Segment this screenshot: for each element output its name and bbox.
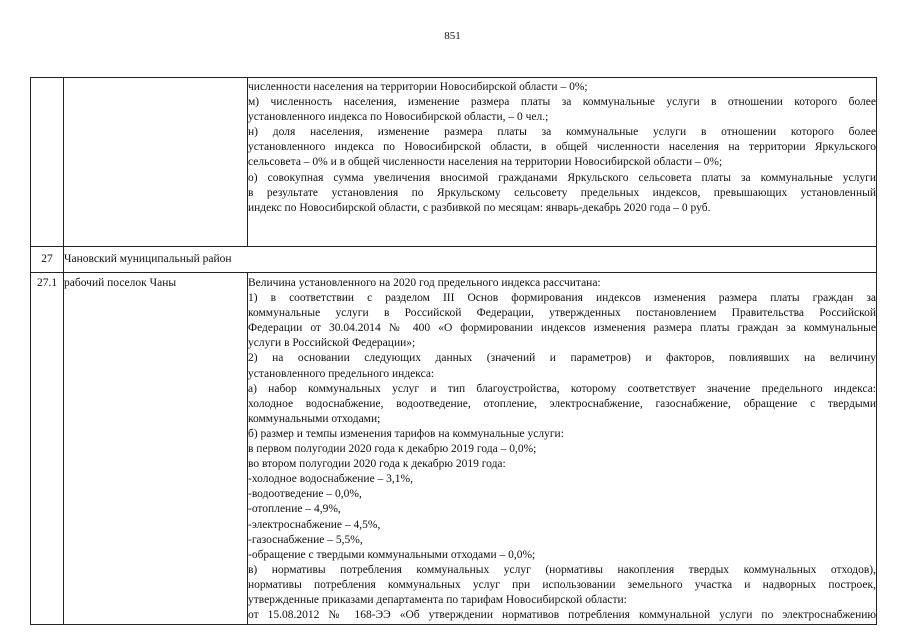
table-row-continuation: [31, 78, 877, 247]
text-line: -отопление – 4,9%,: [248, 503, 341, 516]
text-line: б) размер и темпы изменения тарифов на коммунальные услуги:: [248, 427, 564, 440]
text-line: установленного индекса по Новосибирской области, – 0 чел.;: [248, 111, 549, 124]
text-line: 2) на основании следующих данных (значений и параметров) и факторов, повлиявших на величину: [248, 352, 876, 365]
text-line: услуги в Российской Федерации»;: [248, 337, 416, 350]
text-line: Величина установленного на 2020 год предельного индекса рассчитана:: [248, 277, 601, 289]
text-line: а) набор коммунальных услуг и тип благоустройства, которому соответствует значение предельного индекса:: [248, 382, 876, 395]
text-line: установленного предельного индекса:: [248, 367, 435, 380]
text-line: -водоотведение – 0,0%,: [248, 488, 362, 501]
subsection-text-lines: [248, 276, 876, 623]
text-line: о) совокупная сумма увеличения вносимой гражданами Яркульского сельсовета платы за коммунальные услуги: [248, 171, 876, 184]
subsection-name-cell: рабочий поселок Чаны: [64, 273, 248, 625]
text-line: нормативы потребления коммунальных услуг при использовании земельного участка и надворных построек,: [248, 578, 876, 591]
row-text-cell: [248, 78, 877, 247]
text-line: -обращение с твердыми коммунальными отходами – 0,0%;: [248, 548, 536, 561]
row-text-lines: [248, 80, 876, 216]
text-line: от 15.08.2012 № 168-ЭЭ «Об утверждении нормативов потребления коммунальной услуги по электроснабжению: [248, 609, 876, 622]
row-name-cell: [64, 78, 248, 247]
table-row-section: [31, 247, 877, 273]
text-line: коммунальные услуги в Российской Федерации, утвержденных постановлением Правительства Российской: [248, 307, 876, 320]
text-line: -холодное водоснабжение – 3,1%,: [248, 473, 413, 486]
text-line: -электроснабжение – 4,5%,: [248, 518, 381, 531]
text-line: численности населения на территории Новосибирской области – 0%;: [248, 81, 588, 93]
text-line: утвержденные приказами департамента по тарифам Новосибирской области:: [248, 593, 627, 606]
text-line: индекс по Новосибирской области, с разбивкой по месяцам: январь-декабрь 2020 года – 0 руб.: [248, 201, 711, 214]
text-line: м) численность населения, изменение размера платы за коммунальные услуги в отношении которого более: [248, 96, 876, 109]
table-row-subsection: [31, 273, 877, 625]
text-line: Федерации от 30.04.2014 № 400 «О формировании индексов изменения размера платы граждан за коммунальные: [248, 322, 876, 335]
text-line: коммунальными отходами;: [248, 412, 381, 425]
text-line: в) нормативы потребления коммунальных услуг (нормативы накопления твердых коммунальных отходов),: [248, 563, 876, 576]
section-name-cell: Чановский муниципальный район: [64, 247, 877, 273]
text-line: холодное водоснабжение, водоотведение, отопление, электроснабжение, газоснабжение, обращение с твердыми: [248, 397, 876, 410]
text-line: в результате установления по Яркульскому сельсовету предельных индексов, превышающих установленный: [248, 186, 876, 199]
row-number-cell: [31, 78, 64, 247]
subsection-text-cell: [248, 273, 877, 625]
text-line: -газоснабжение – 5,5%,: [248, 533, 363, 546]
subsection-number-cell: 27.1: [31, 273, 64, 625]
page-number: 851: [444, 30, 461, 42]
text-line: в первом полугодии 2020 года к декабрю 2019 года – 0,0%;: [248, 443, 537, 456]
text-line: сельсовета – 0% и в общей численности населения на территории Новосибирской области – 0%;: [248, 156, 723, 169]
text-line: 1) в соответствии с разделом III Основ формирования индексов изменения размера платы граждан за: [248, 292, 876, 305]
section-number-cell: 27: [31, 247, 64, 273]
text-line: установленного индекса по Новосибирской области, в общей численности населения на территории Яркульского: [248, 141, 876, 154]
text-line: н) доля населения, изменение размера платы за коммунальные услуги в отношении которого более: [248, 126, 876, 139]
document-table: [30, 77, 877, 625]
text-line: во втором полугодии 2020 года к декабрю 2019 года:: [248, 458, 506, 471]
